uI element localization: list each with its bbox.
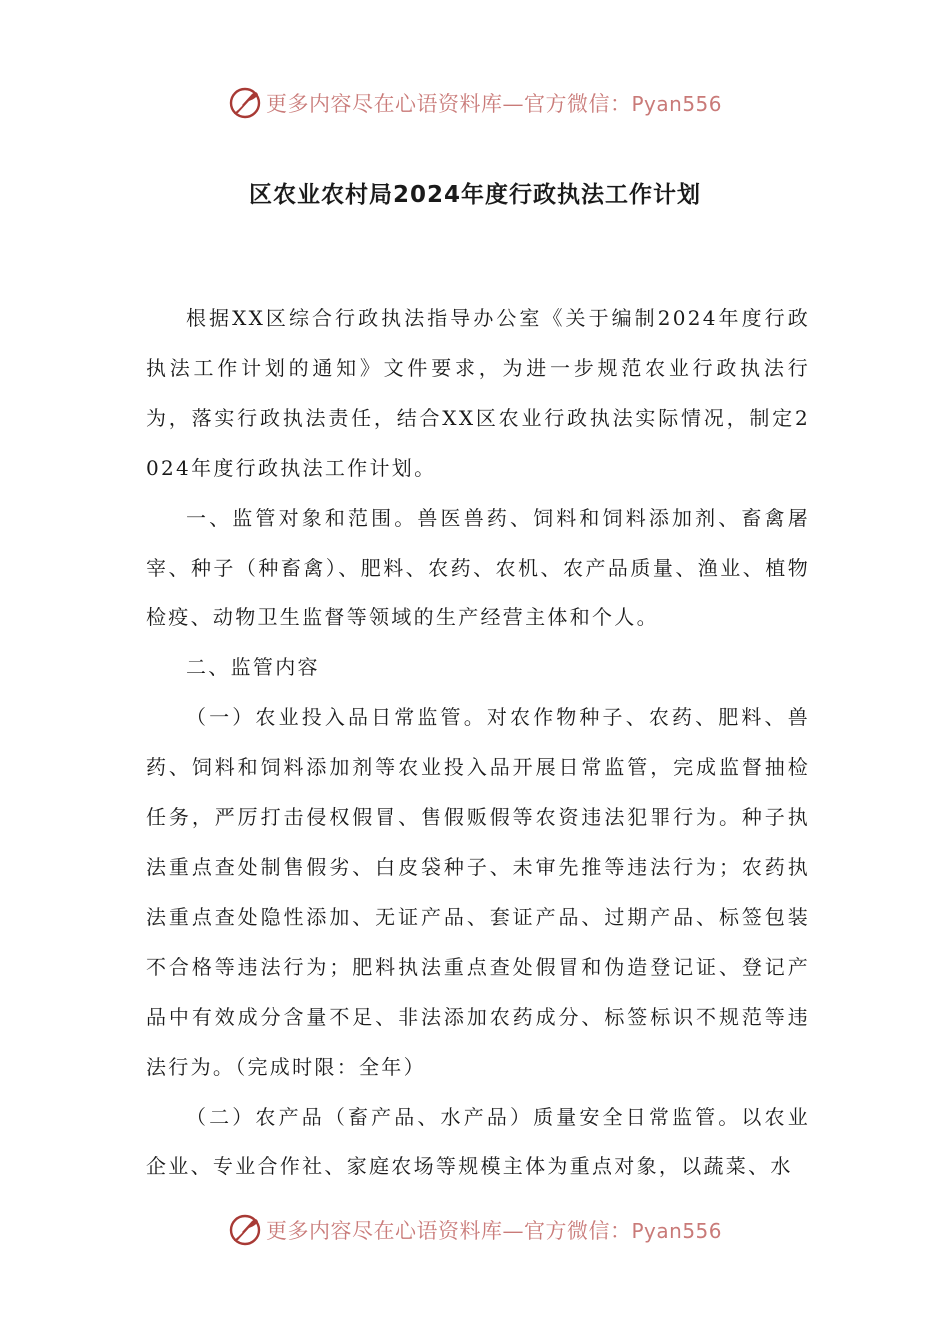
document-body [146, 294, 810, 1192]
banner-wechat-id: Pyan556 [631, 1219, 722, 1243]
paragraph-section-2-heading: 二、监管内容 [186, 655, 320, 680]
paragraph-section-1: 一、监管对象和范围。兽医兽药、饲料和饲料添加剂、畜禽屠宰、种子（种畜禽）、肥料、农药、农机、农产品质量、渔业、植物检疫、动物卫生监督等领域的生产经营主体和个人。 [146, 505, 810, 630]
header-watermark-banner [0, 83, 950, 123]
paragraph-subsection-2: （二）农产品（畜产品、水产品）质量安全日常监管。以农业企业、专业合作社、家庭农场等规模主体为重点对象，以蔬菜、水 [146, 1104, 810, 1179]
banner-text-cn: 更多内容尽在心语资料库—官方微信： [265, 1219, 632, 1243]
footer-watermark-banner [0, 1210, 950, 1250]
paragraph-intro: 根据XX区综合行政执法指导办公室《关于编制2024年度行政执法工作计划的通知》文件要求，为进一步规范农业行政执法行为，落实行政执法责任，结合XX区农业行政执法实际情况，制定2024年度行政执法工作计划。 [146, 306, 810, 480]
banner-text-cn: 更多内容尽在心语资料库—官方微信： [265, 92, 632, 116]
quill-pen-logo-icon [228, 86, 262, 120]
quill-pen-logo-icon [228, 1213, 262, 1247]
document-title: 区农业农村局2024年度行政执法工作计划 [248, 182, 701, 208]
paragraph-subsection-1: （一）农业投入品日常监管。对农作物种子、农药、肥料、兽药、饲料和饲料添加剂等农业投入品开展日常监管，完成监督抽检任务，严厉打击侵权假冒、售假贩假等农资违法犯罪行为。种子执法重点查处制售假劣、白皮袋种子、未审先推等违法行为；农药执法重点查处隐性添加、无证产品、套证产品、过期产品、标签包装不合格等违法行为；肥料执法重点查处假冒和伪造登记证、登记产品中有效成分含量不足、非法添加农药成分、标签标识不规范等违法行为。（完成时限：全年） [146, 705, 810, 1079]
banner-wechat-id: Pyan556 [631, 92, 722, 116]
